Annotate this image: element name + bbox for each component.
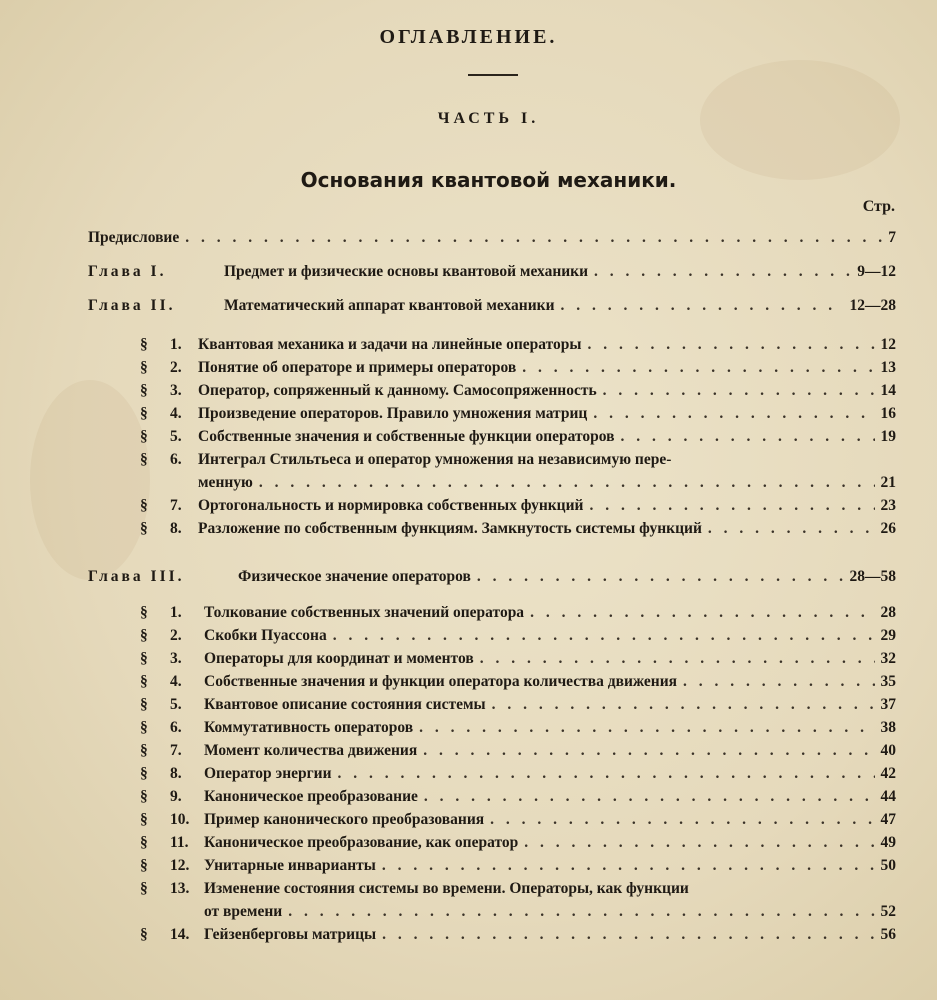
entry-label: Предисловие	[88, 229, 180, 246]
toc-section-1	[140, 336, 896, 354]
section-title-continued: менную	[198, 474, 253, 491]
dot-leader	[561, 297, 844, 315]
section-number: 3.	[170, 382, 182, 399]
section-page: 16	[880, 405, 896, 422]
section-number: 14.	[170, 926, 190, 943]
chapter-title: Предмет и физические основы квантовой механики	[224, 263, 589, 280]
section-number: 8.	[170, 520, 182, 537]
dot-leader	[338, 765, 875, 783]
section-sign: §	[140, 834, 148, 851]
section-sign: §	[140, 497, 148, 514]
dot-leader	[477, 568, 844, 586]
section-sign: §	[140, 719, 148, 736]
section-title: Унитарные инварианты	[204, 857, 376, 874]
toc-entry-chapter-1	[88, 263, 896, 281]
section-title: Коммутативность операторов	[204, 719, 414, 736]
section-title: Квантовое описание состояния системы	[204, 696, 486, 713]
part-subtitle: Основания квантовой механики.	[300, 168, 677, 192]
page-column-header: Стр.	[862, 198, 895, 215]
section-number: 2.	[170, 627, 182, 644]
section-page: 37	[880, 696, 896, 713]
section-sign: §	[140, 857, 148, 874]
toc-section-5	[140, 428, 896, 446]
section-number: 3.	[170, 650, 182, 667]
section-page: 29	[880, 627, 896, 644]
section-number: 8.	[170, 765, 182, 782]
section-number: 12.	[170, 857, 190, 874]
section-page: 28	[880, 604, 896, 621]
toc-entry-chapter-3	[88, 568, 896, 586]
chapter-prefix: Глава I.	[88, 263, 167, 280]
toc-section-10	[140, 811, 896, 829]
toc-section-5	[140, 696, 896, 714]
section-sign: §	[140, 765, 148, 782]
section-number: 5.	[170, 428, 182, 445]
section-number: 4.	[170, 405, 182, 422]
section-title: Изменение состояния системы во времени. Операторы, как функции	[204, 880, 689, 897]
section-page: 12	[880, 336, 896, 353]
toc-entry-preface	[88, 229, 896, 247]
toc-section-2	[140, 359, 896, 377]
section-sign: §	[140, 788, 148, 805]
section-number: 7.	[170, 497, 182, 514]
section-page: 32	[880, 650, 896, 667]
dot-leader	[683, 673, 874, 691]
toc-section-7	[140, 497, 896, 515]
section-title: Каноническое преобразование	[204, 788, 418, 805]
toc-title: ОГЛАВЛЕНИЕ.	[379, 26, 558, 48]
section-sign: §	[140, 604, 148, 621]
toc-section-11	[140, 834, 896, 852]
dot-leader	[424, 788, 875, 806]
section-page: 44	[880, 788, 896, 805]
paper-stain	[30, 380, 150, 580]
dot-leader	[603, 382, 875, 400]
title-rule	[468, 74, 518, 76]
chapter-title: Физическое значение операторов	[238, 568, 471, 585]
toc-section-continuation	[198, 474, 896, 492]
section-title: Разложение по собственным функциям. Замкнутость системы функций	[198, 520, 702, 537]
dot-leader	[480, 650, 875, 668]
dot-leader	[382, 926, 874, 944]
toc-section-14	[140, 926, 896, 944]
section-title: Интеграл Стильтьеса и оператор умножения на независимую пере-	[198, 451, 672, 468]
section-page: 23	[880, 497, 896, 514]
section-page: 21	[880, 474, 896, 491]
dot-leader	[530, 604, 874, 622]
dot-leader	[593, 405, 874, 423]
section-sign: §	[140, 696, 148, 713]
section-title: Операторы для координат и моментов	[204, 650, 474, 667]
entry-page: 7	[888, 229, 896, 246]
section-title: Момент количества движения	[204, 742, 418, 759]
section-sign: §	[140, 742, 148, 759]
toc-section-4	[140, 405, 896, 423]
chapter-pages: 28—58	[849, 568, 896, 585]
toc-section-7	[140, 742, 896, 760]
section-title-continued: от времени	[204, 903, 283, 920]
section-number: 9.	[170, 788, 182, 805]
toc-section-8	[140, 765, 896, 783]
section-title: Ортогональность и нормировка собственных функций	[198, 497, 584, 514]
section-page: 35	[880, 673, 896, 690]
toc-section-continuation	[204, 903, 896, 921]
section-number: 1.	[170, 604, 182, 621]
dot-leader	[419, 719, 874, 737]
dot-leader	[492, 696, 875, 714]
toc-section-6	[140, 451, 896, 469]
section-page: 50	[880, 857, 896, 874]
section-sign: §	[140, 627, 148, 644]
section-sign: §	[140, 926, 148, 943]
chapter-prefix: Глава II.	[88, 297, 176, 314]
section-page: 49	[880, 834, 896, 851]
section-sign: §	[140, 336, 148, 353]
toc-section-8	[140, 520, 896, 538]
section-sign: §	[140, 405, 148, 422]
section-title: Толкование собственных значений оператора	[204, 604, 525, 621]
section-number: 5.	[170, 696, 182, 713]
section-number: 13.	[170, 880, 190, 897]
section-title: Оператор энергии	[204, 765, 332, 782]
section-number: 1.	[170, 336, 182, 353]
section-title: Оператор, сопряженный к данному. Самосопряженность	[198, 382, 597, 399]
toc-section-13	[140, 880, 896, 898]
section-page: 26	[880, 520, 896, 537]
toc-section-3	[140, 382, 896, 400]
section-sign: §	[140, 382, 148, 399]
dot-leader	[524, 834, 874, 852]
dot-leader	[382, 857, 875, 875]
section-title: Гейзенберговы матрицы	[204, 926, 377, 943]
chapter-prefix: Глава III.	[88, 568, 185, 585]
section-title: Собственные значения и функции оператора количества движения	[204, 673, 678, 690]
section-title: Квантовая механика и задачи на линейные операторы	[198, 336, 582, 353]
section-number: 7.	[170, 742, 182, 759]
section-number: 2.	[170, 359, 182, 376]
section-page: 42	[880, 765, 896, 782]
toc-section-9	[140, 788, 896, 806]
section-number: 10.	[170, 811, 190, 828]
section-number: 6.	[170, 719, 182, 736]
toc-section-6	[140, 719, 896, 737]
section-title: Скобки Пуассона	[204, 627, 327, 644]
section-page: 47	[880, 811, 896, 828]
section-page: 13	[880, 359, 896, 376]
dot-leader	[288, 903, 874, 921]
toc-section-12	[140, 857, 896, 875]
dot-leader	[333, 627, 875, 645]
section-sign: §	[140, 673, 148, 690]
dot-leader	[259, 474, 875, 492]
section-sign: §	[140, 359, 148, 376]
section-title: Понятие об операторе и примеры операторов	[198, 359, 517, 376]
section-title: Произведение операторов. Правило умножения матриц	[198, 405, 588, 422]
section-sign: §	[140, 811, 148, 828]
toc-entry-chapter-2	[88, 297, 896, 315]
section-number: 4.	[170, 673, 182, 690]
section-title: Собственные значения и собственные функции операторов	[198, 428, 615, 445]
toc-section-3	[140, 650, 896, 668]
chapter-pages: 12—28	[849, 297, 896, 314]
section-page: 52	[880, 903, 896, 920]
section-sign: §	[140, 428, 148, 445]
section-number: 6.	[170, 451, 182, 468]
part-heading: ЧАСТЬ I.	[437, 110, 540, 127]
section-page: 19	[880, 428, 896, 445]
chapter-title: Математический аппарат квантовой механики	[224, 297, 555, 314]
section-number: 11.	[170, 834, 189, 851]
dot-leader	[185, 229, 882, 247]
dot-leader	[621, 428, 875, 446]
section-sign: §	[140, 880, 148, 897]
section-sign: §	[140, 451, 148, 468]
dot-leader	[423, 742, 874, 760]
section-sign: §	[140, 650, 148, 667]
toc-section-1	[140, 604, 896, 622]
section-page: 40	[880, 742, 896, 759]
dot-leader	[594, 263, 851, 281]
dot-leader	[587, 336, 874, 354]
section-title: Пример канонического преобразования	[204, 811, 485, 828]
chapter-pages: 9—12	[857, 263, 896, 280]
dot-leader	[490, 811, 874, 829]
section-page: 38	[880, 719, 896, 736]
section-title: Каноническое преобразование, как оператор	[204, 834, 519, 851]
dot-leader	[589, 497, 874, 515]
toc-section-4	[140, 673, 896, 691]
dot-leader	[522, 359, 874, 377]
dot-leader	[708, 520, 875, 538]
section-sign: §	[140, 520, 148, 537]
toc-section-2	[140, 627, 896, 645]
section-page: 14	[880, 382, 896, 399]
section-page: 56	[880, 926, 896, 943]
